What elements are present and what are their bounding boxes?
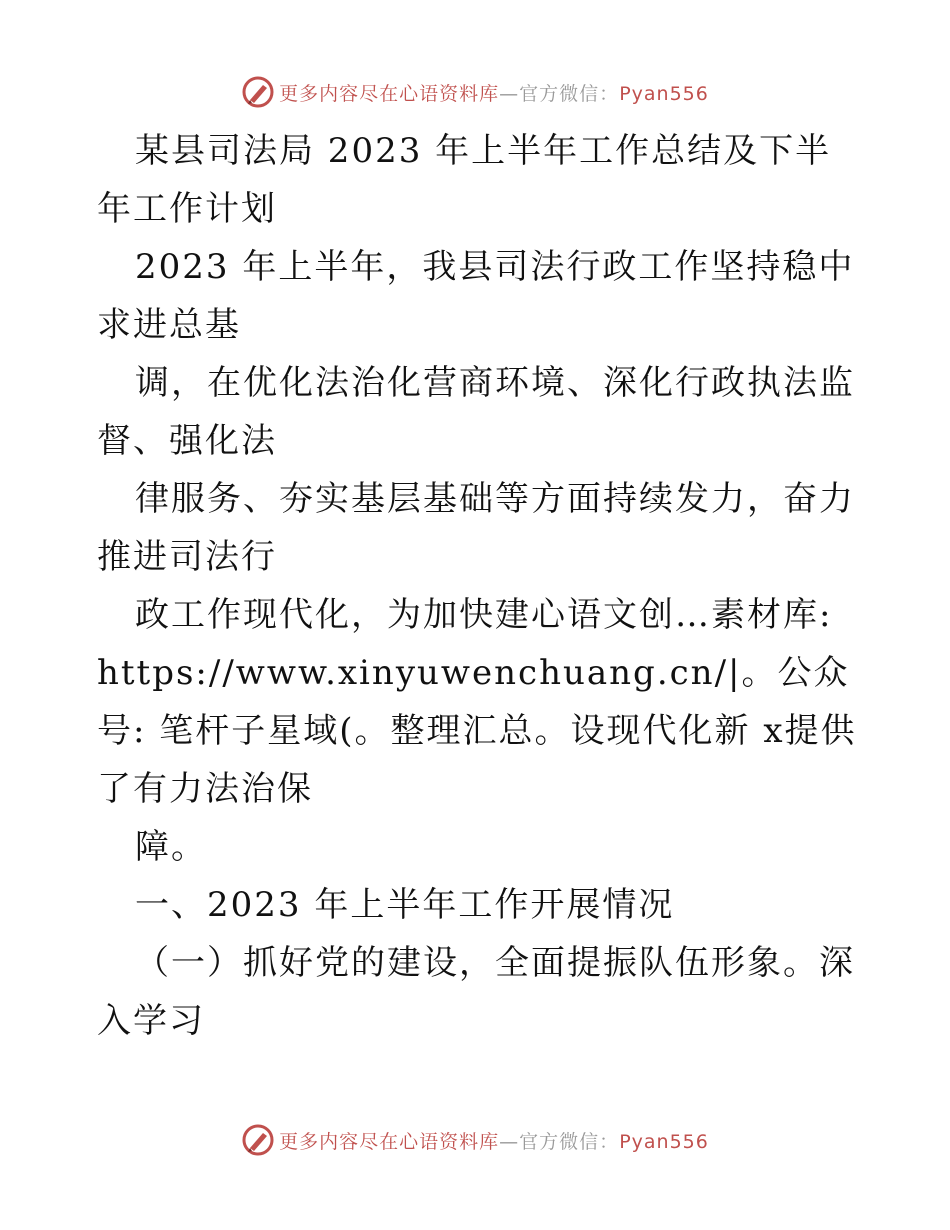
watermark-brand: 更多内容尽在心语资料库 [279, 82, 500, 105]
header-watermark [0, 72, 950, 112]
pen-logo-icon [241, 75, 275, 109]
watermark-separator: — [499, 82, 520, 105]
watermark-text [279, 1127, 709, 1154]
watermark-contact-id: Pyan556 [619, 82, 709, 105]
watermark-contact-label: 官方微信： [519, 82, 620, 105]
paragraph: 障。 [135, 827, 207, 867]
document-body [97, 122, 857, 1050]
document-title: 某县司法局 2023 年上半年工作总结及下半年工作计划 [97, 131, 832, 229]
section-heading: 一、2023 年上半年工作开展情况 [135, 885, 675, 925]
watermark-text [279, 79, 709, 106]
watermark-contact-id: Pyan556 [619, 1130, 709, 1153]
paragraph-with-link: 政工作现代化，为加快建心语文创…素材库: https://www.xinyuwenchuang.cn/|。公众号: 笔杆子星域(。整理汇总。设现代化新 x提供了有力法治保 [97, 595, 857, 809]
watermark-contact-label: 官方微信： [519, 1130, 620, 1153]
watermark-separator: — [499, 1130, 520, 1153]
paragraph: 律服务、夯实基层基础等方面持续发力，奋力推进司法行 [97, 479, 855, 577]
watermark-brand: 更多内容尽在心语资料库 [279, 1130, 500, 1153]
paragraph: 2023 年上半年，我县司法行政工作坚持稳中求进总基 [97, 247, 855, 345]
subsection-paragraph: （一）抓好党的建设，全面提振队伍形象。深入学习 [97, 943, 855, 1041]
footer-watermark [0, 1120, 950, 1160]
paragraph: 调，在优化法治化营商环境、深化行政执法监督、强化法 [97, 363, 855, 461]
pen-logo-icon [241, 1123, 275, 1157]
